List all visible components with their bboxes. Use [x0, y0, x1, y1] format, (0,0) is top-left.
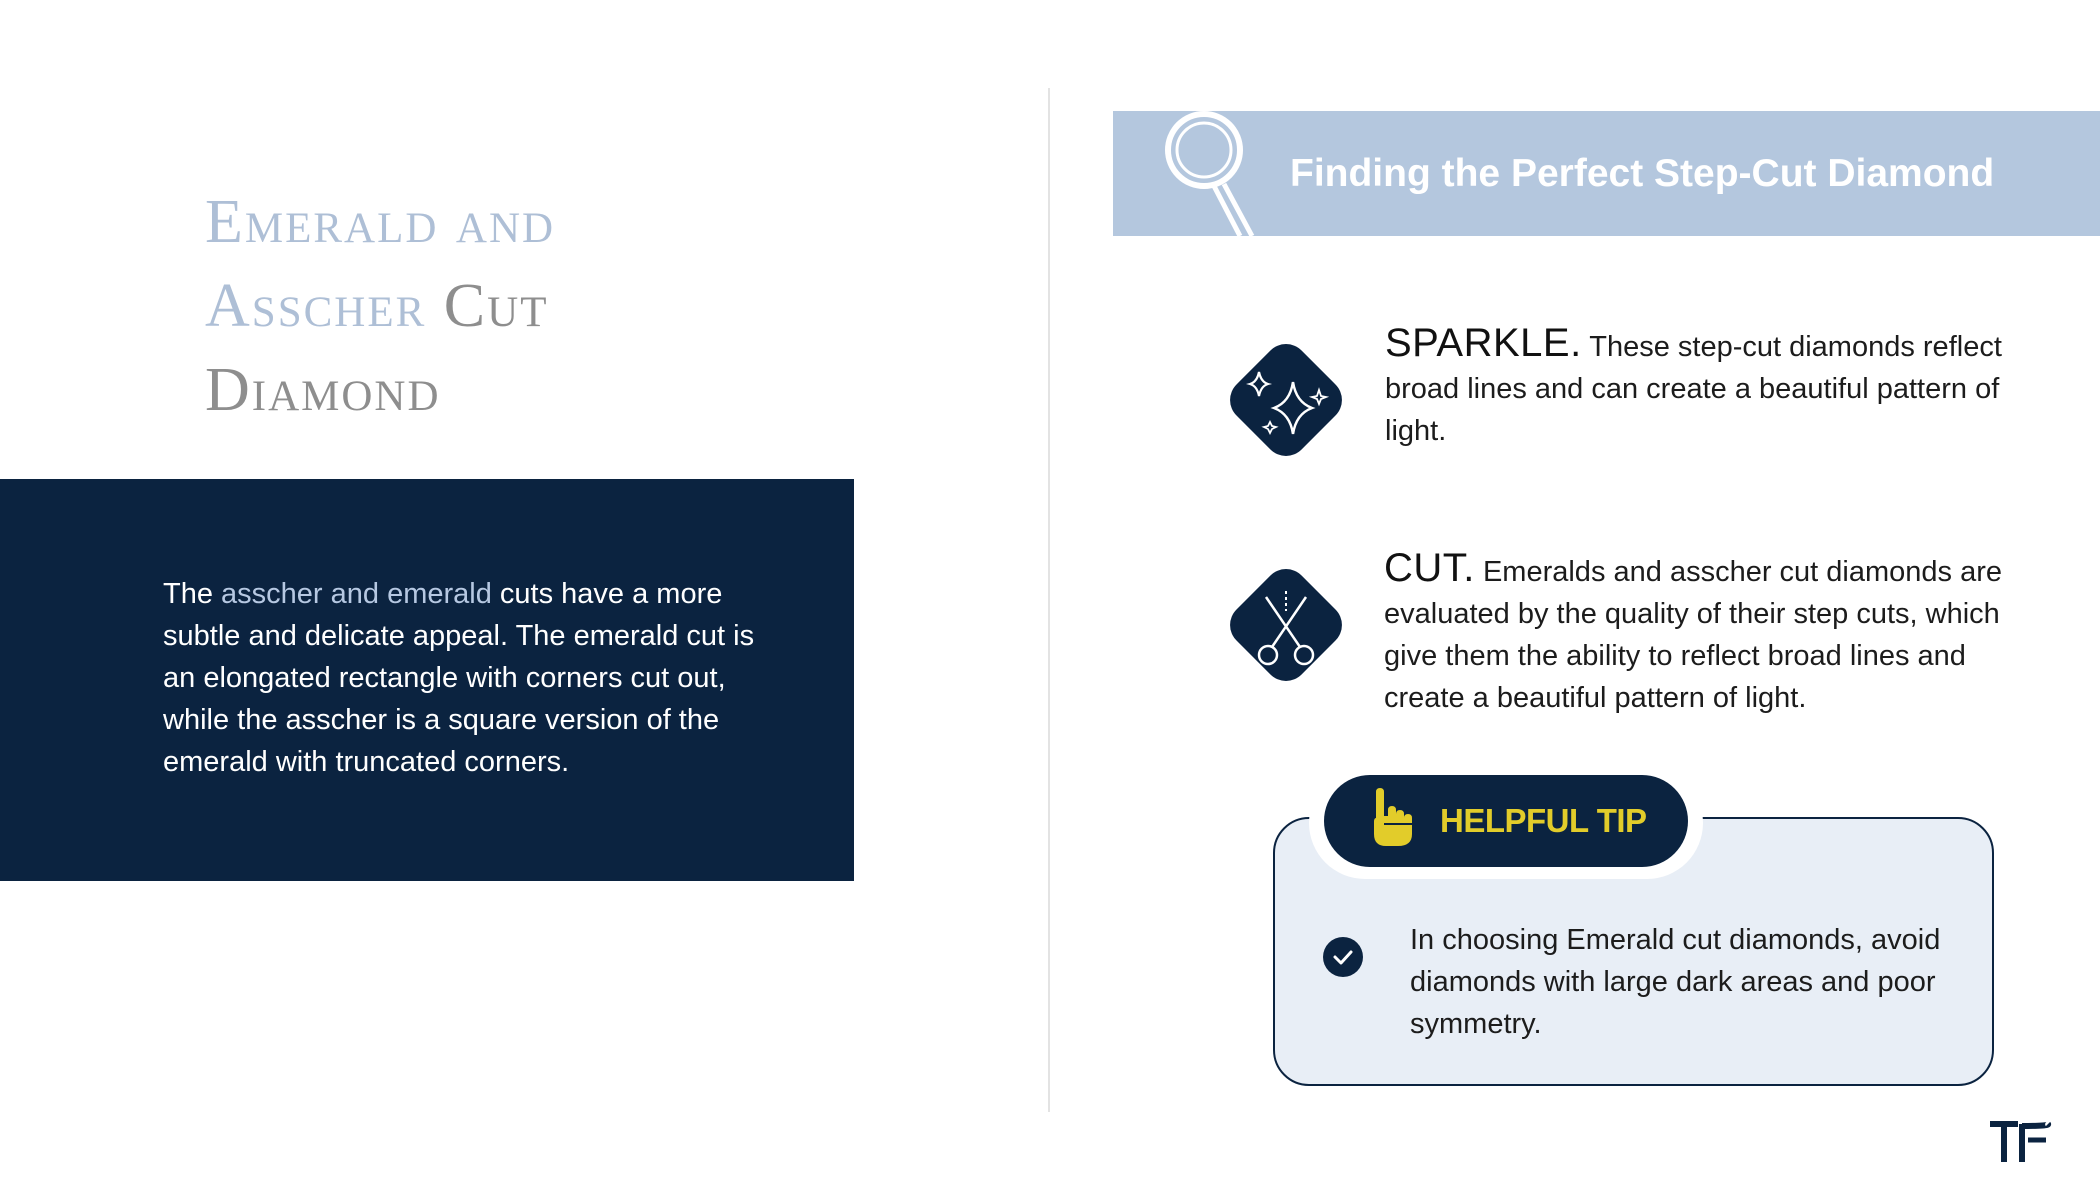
feature-cut-text: Emeralds and asscher cut diamonds are evaluated by the quality of their step cuts, which give them the ability to reflect broad lines and create a beautiful pattern of light. — [1384, 556, 2002, 714]
title-line-3: Diamond — [205, 356, 441, 424]
feature-cut — [1384, 547, 2024, 719]
scissors-icon — [1216, 555, 1356, 695]
title-line-2a: Asscher — [205, 272, 427, 340]
feature-sparkle-heading: SPARKLE. — [1385, 321, 1582, 365]
title-line-2b: Cut — [443, 272, 549, 340]
intro-rest: cuts have a more subtle and delicate appeal. The emerald cut is an elongated rectangle with corners cut out, while the asscher is a square version of the emerald with truncated corners. — [163, 578, 755, 778]
intro-highlight: asscher and emerald — [221, 578, 492, 610]
feature-cut-heading: CUT. — [1384, 546, 1475, 590]
banner-title: Finding the Perfect Step-Cut Diamond — [1290, 152, 1995, 195]
vertical-divider — [1048, 88, 1050, 1112]
page-title — [205, 180, 725, 432]
title-line-1: Emerald and — [205, 188, 556, 256]
tip-label: HELPFUL TIP — [1440, 802, 1647, 839]
intro-prefix: The — [163, 578, 222, 610]
pointing-hand-icon — [1368, 788, 1416, 848]
sparkle-icon — [1216, 330, 1356, 470]
intro-text — [163, 573, 783, 783]
brand-logo-icon — [1988, 1120, 2054, 1164]
magnifier-icon — [1160, 108, 1255, 238]
feature-sparkle-text: These step-cut diamonds reflect broad lines and can create a beautiful pattern of light. — [1385, 331, 2002, 447]
check-circle-icon — [1322, 936, 1364, 978]
tip-text: In choosing Emerald cut diamonds, avoid diamonds with large dark areas and poor symmetry. — [1410, 924, 1941, 1040]
feature-sparkle — [1385, 322, 2025, 452]
